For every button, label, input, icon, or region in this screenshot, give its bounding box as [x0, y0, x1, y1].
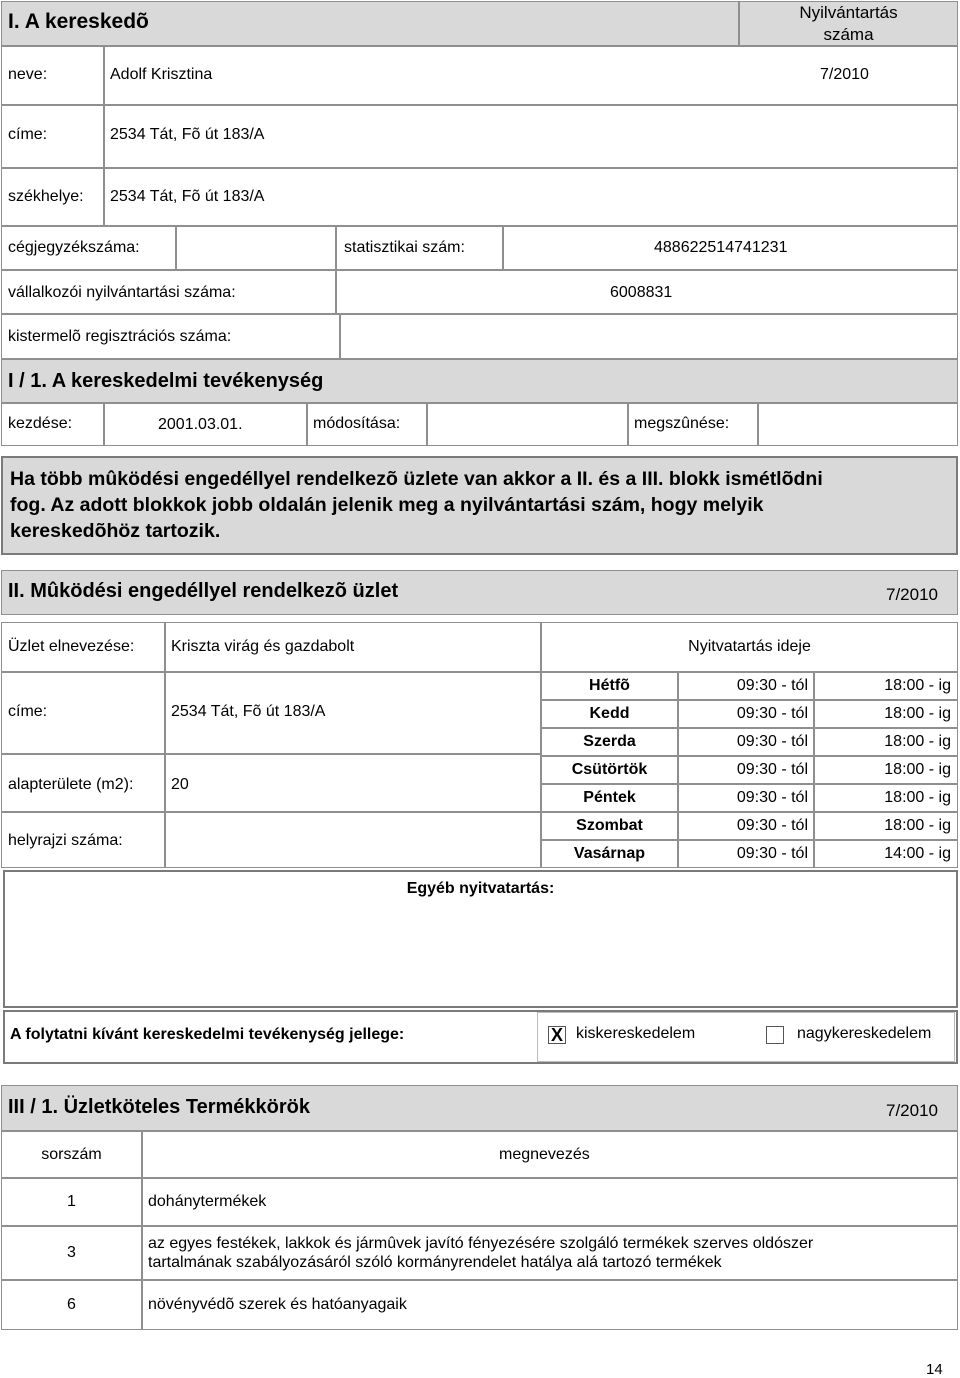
seat-label: székhelye: [8, 188, 84, 205]
hours-to: 18:00 - ig [884, 677, 951, 694]
opening-hours-label: Nyitvatartás ideje [688, 638, 811, 655]
area-value: 20 [171, 776, 189, 793]
producer-value-cell [340, 314, 958, 359]
hours-from: 09:30 - tól [736, 761, 808, 778]
producer-label: kistermelõ regisztrációs száma: [8, 328, 232, 345]
product-name-line1: növényvédõ szerek és hatóanyagaik [148, 1296, 407, 1313]
end-value-cell [758, 403, 958, 446]
company-reg-label: cégjegyzékszáma: [8, 239, 140, 256]
shop-address-label: címe: [8, 703, 48, 720]
product-name-line1: dohánytermékek [148, 1193, 267, 1210]
section1-1-title: I / 1. A kereskedelmi tevékenység [8, 370, 324, 392]
hours-to: 18:00 - ig [884, 733, 951, 750]
stat-value: 488622514741231 [654, 239, 788, 256]
product-name-line1: az egyes festékek, lakkok és jármûvek javító fényezésére szolgáló termékek szerves oldószer [148, 1235, 814, 1252]
lot-label: helyrajzi száma: [8, 832, 123, 849]
hours-from: 09:30 - tól [736, 677, 808, 694]
section2-reg-number: 7/2010 [886, 585, 938, 604]
reg-number: 7/2010 [820, 66, 869, 83]
notice-line1: Ha több mûködési engedéllyel rendelkezõ üzlete van akkor a II. és a III. blokk ismétlõdni [10, 468, 823, 490]
hours-day: Péntek [583, 789, 636, 806]
section1-title: I. A kereskedõ [8, 10, 149, 33]
notice-line2: fog. Az adott blokkok jobb oldalán jelenik meg a nyilvántartási szám, hogy melyik [10, 494, 764, 516]
notice-line3: kereskedõhöz tartozik. [10, 520, 221, 542]
products-col-number: sorszám [41, 1146, 102, 1163]
retail-checkbox[interactable] [548, 1026, 566, 1044]
hours-to: 14:00 - ig [884, 845, 951, 862]
area-label: alapterülete (m2): [8, 776, 134, 793]
product-number: 6 [67, 1296, 76, 1313]
hours-day: Vasárnap [573, 845, 646, 862]
hours-day: Csütörtök [571, 761, 648, 778]
company-reg-value-cell [176, 226, 336, 270]
shop-name-label: Üzlet elnevezése: [8, 638, 135, 655]
other-hours-label: Egyéb nyitvatartás: [406, 880, 555, 897]
start-label: kezdése: [8, 415, 73, 432]
hours-from: 09:30 - tól [736, 817, 808, 834]
name-label: neve: [8, 66, 48, 83]
hours-day: Szerda [583, 733, 636, 750]
hours-day: Hétfõ [589, 677, 630, 694]
entrepreneur-label: vállalkozói nyilvántartási száma: [8, 284, 236, 301]
wholesale-checkbox[interactable] [766, 1026, 784, 1044]
section2-title: II. Mûködési engedéllyel rendelkezõ üzlet [8, 580, 399, 602]
hours-from: 09:30 - tól [736, 705, 808, 722]
product-number: 3 [67, 1244, 76, 1261]
hours-day: Kedd [589, 705, 630, 722]
modify-value-cell [427, 403, 628, 446]
name-value: Adolf Krisztina [110, 66, 213, 83]
hours-from: 09:30 - tól [736, 733, 808, 750]
hours-to: 18:00 - ig [884, 789, 951, 806]
section3-title: III / 1. Üzletköteles Termékkörök [8, 1096, 310, 1118]
end-label: megszûnése: [634, 415, 730, 432]
products-col-name: megnevezés [499, 1146, 590, 1163]
entrepreneur-value: 6008831 [610, 284, 673, 301]
hours-from: 09:30 - tól [736, 789, 808, 806]
hours-to: 18:00 - ig [884, 817, 951, 834]
page-number: 14 [926, 1361, 943, 1378]
product-number: 1 [67, 1193, 76, 1210]
hours-day: Szombat [576, 817, 643, 834]
address-value: 2534 Tát, Fõ út 183/A [110, 126, 265, 143]
shop-name-value: Kriszta virág és gazdabolt [171, 638, 355, 655]
address-label: címe: [8, 126, 48, 143]
hours-to: 18:00 - ig [884, 761, 951, 778]
hours-from: 09:30 - tól [736, 845, 808, 862]
section3-reg-number: 7/2010 [886, 1101, 938, 1120]
modify-label: módosítása: [313, 415, 401, 432]
area-value-cell [165, 754, 541, 812]
shop-address-value: 2534 Tát, Fõ út 183/A [171, 703, 326, 720]
product-name-line2: tartalmának szabályozásáról szóló kormányrendelet hatálya alá tartozó termékek [148, 1254, 722, 1271]
hours-to: 18:00 - ig [884, 705, 951, 722]
stat-label: statisztikai szám: [344, 239, 465, 256]
wholesale-label: nagykereskedelem [797, 1025, 932, 1042]
retail-check-mark: X [550, 1025, 563, 1045]
reg-label-line2: száma [823, 25, 874, 44]
seat-value: 2534 Tát, Fõ út 183/A [110, 188, 265, 205]
reg-label-line1: Nyilvántartás [799, 3, 898, 22]
start-value: 2001.03.01. [158, 416, 243, 433]
retail-label: kiskereskedelem [576, 1025, 696, 1042]
activity-label: A folytatni kívánt kereskedelmi tevékenység jellege: [10, 1026, 405, 1043]
lot-value-cell [165, 812, 541, 868]
